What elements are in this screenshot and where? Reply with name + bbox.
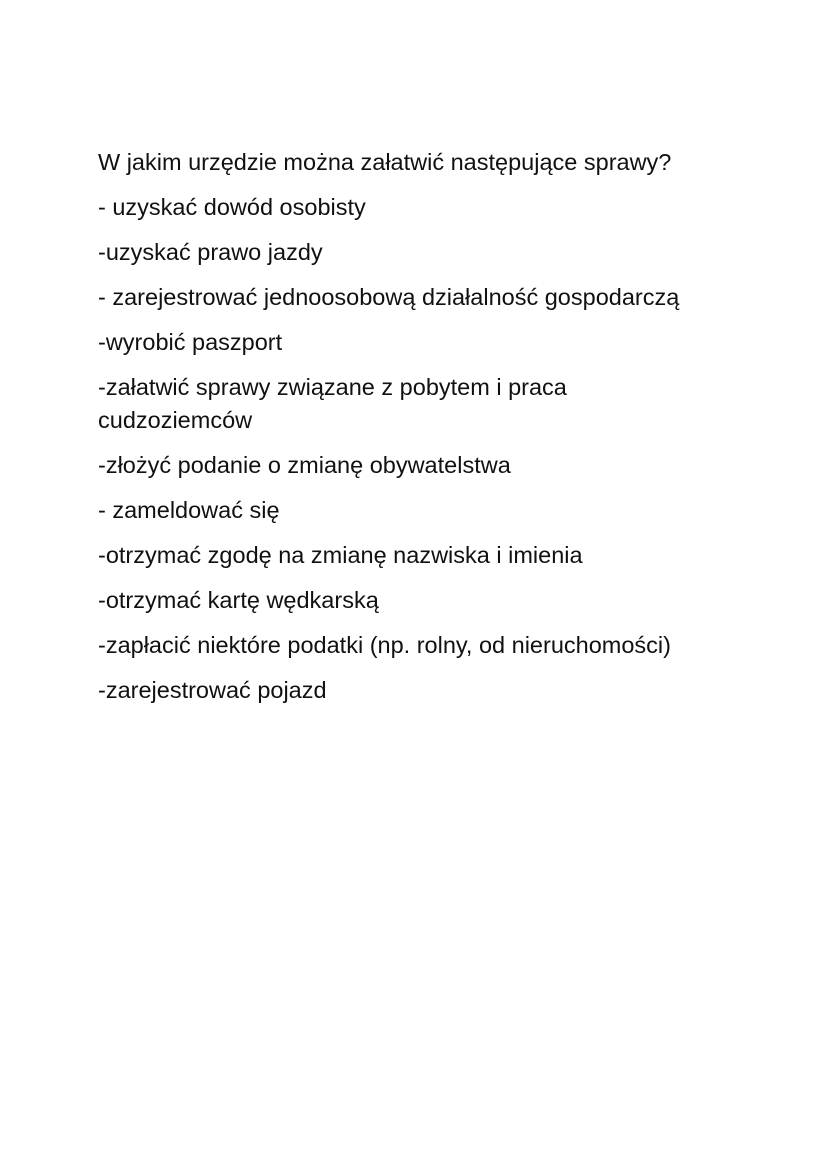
document-content bbox=[98, 146, 748, 719]
task-list bbox=[98, 191, 748, 707]
list-item: -otrzymać zgodę na zmianę nazwiska i imienia bbox=[98, 542, 583, 568]
list-item: -złożyć podanie o zmianę obywatelstwa bbox=[98, 452, 511, 478]
list-item: - uzyskać dowód osobisty bbox=[98, 194, 366, 220]
list-item: -zapłacić niektóre podatki (np. rolny, od nieruchomości) bbox=[98, 632, 671, 658]
list-item: -zarejestrować pojazd bbox=[98, 677, 327, 703]
question-heading: W jakim urzędzie można załatwić następujące sprawy? bbox=[98, 149, 672, 175]
list-item: -załatwić sprawy związane z pobytem i praca cudzoziemców bbox=[98, 374, 567, 433]
list-item: - zameldować się bbox=[98, 497, 280, 523]
list-item: -uzyskać prawo jazdy bbox=[98, 239, 323, 265]
list-item: -otrzymać kartę wędkarską bbox=[98, 587, 379, 613]
list-item: -wyrobić paszport bbox=[98, 329, 283, 355]
list-item: - zarejestrować jednoosobową działalność gospodarczą bbox=[98, 284, 680, 310]
